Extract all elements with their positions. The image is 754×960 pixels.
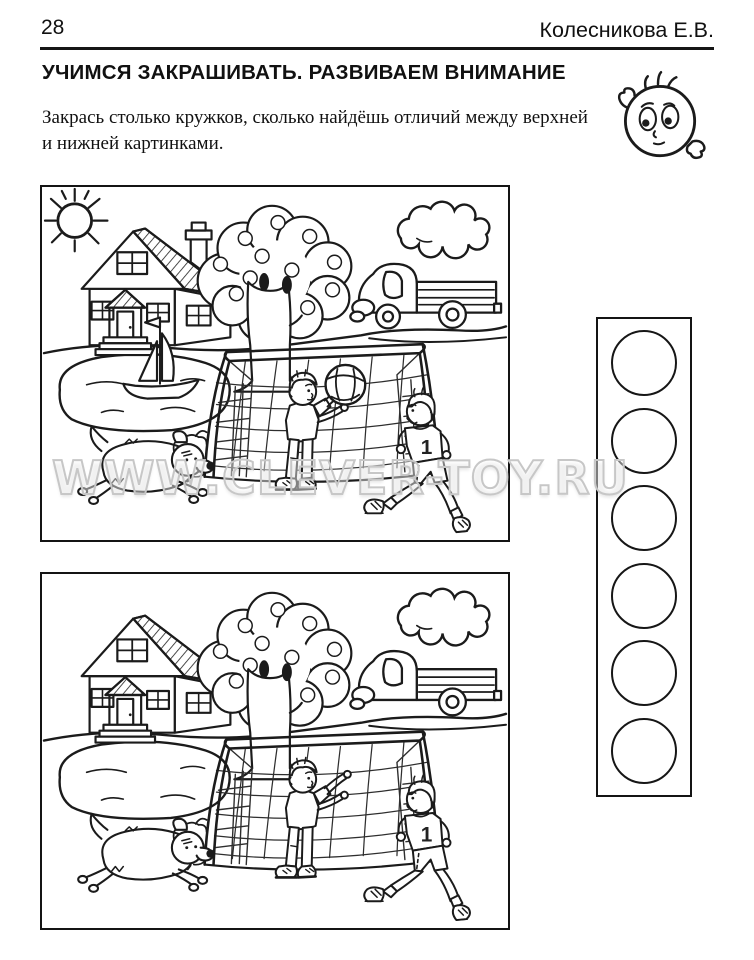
dog-drawing <box>78 814 215 892</box>
instructions-line-1: Закрась столько кружков, сколько найдёшь отличий между верхней <box>42 107 588 128</box>
instructions <box>42 105 614 157</box>
answer-circle-4[interactable] <box>611 563 677 629</box>
answer-circle-6[interactable] <box>611 718 677 784</box>
runner-drawing <box>364 774 470 920</box>
cloud-drawing <box>398 589 490 646</box>
tree-drawing <box>198 593 352 779</box>
answer-circle-1[interactable] <box>611 330 677 396</box>
page-number: 28 <box>41 16 65 39</box>
lesson-title: УЧИМСЯ ЗАКРАШИВАТЬ. РАЗВИВАЕМ ВНИМАНИЕ <box>42 61 566 84</box>
author-name: Колесникова Е.В. <box>539 18 714 42</box>
header-rule <box>40 47 714 50</box>
tree-drawing <box>198 206 352 392</box>
cloud-drawing <box>398 202 490 259</box>
dog-drawing <box>78 426 215 504</box>
truck-drawing <box>350 264 501 328</box>
picture-bottom <box>40 572 510 930</box>
answer-strip <box>596 317 692 797</box>
answer-circle-5[interactable] <box>611 640 677 706</box>
picture-bottom-scene <box>42 574 508 928</box>
answer-circle-2[interactable] <box>611 408 677 474</box>
truck-drawing <box>350 651 501 715</box>
picture-top <box>40 185 510 542</box>
sun-drawing <box>45 189 107 251</box>
ball-drawing <box>326 365 366 405</box>
runner-drawing <box>364 387 470 532</box>
instructions-line-2: и нижней картинками. <box>42 133 224 154</box>
watermark: WWW.CLEVER-TOY.RU <box>52 451 629 505</box>
pond-drawing <box>60 742 230 819</box>
truck-front-wheel-drawing <box>376 305 400 329</box>
smiley-mascot-icon <box>607 62 709 174</box>
picture-top-scene <box>42 187 508 540</box>
answer-circle-3[interactable] <box>611 485 677 551</box>
